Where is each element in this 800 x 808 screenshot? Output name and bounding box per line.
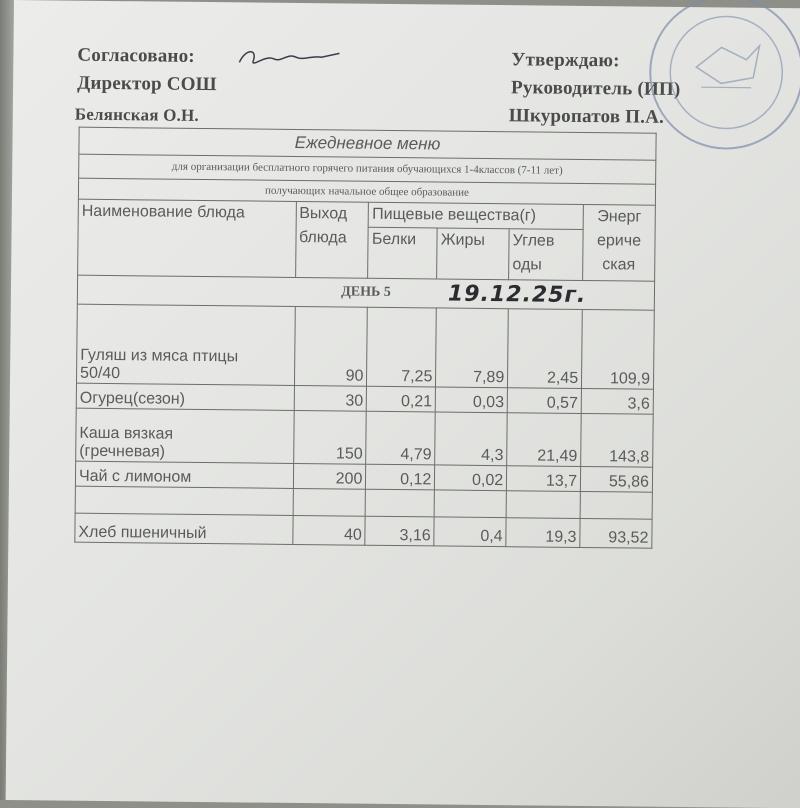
dish-energy: 55,86 — [580, 466, 652, 492]
dish-name-line1: Хлеб пшеничный — [78, 523, 207, 543]
dish-yield: 40 — [292, 515, 365, 545]
dish-carbs: 13,7 — [507, 466, 581, 492]
dish-energy: 93,52 — [580, 518, 652, 548]
dish-protein: 7,25 — [367, 307, 437, 387]
dish-name-line1: Чай с лимоном — [78, 467, 192, 486]
dish-energy: 3,6 — [581, 388, 653, 414]
dish-fat: 7,89 — [436, 308, 509, 388]
dish-carbs: 19,3 — [506, 518, 580, 548]
table-row — [76, 304, 654, 389]
dish-name — [76, 304, 294, 385]
col-carbs-header — [509, 229, 583, 281]
dish-name-line2: (гречневая) — [79, 442, 166, 461]
director-role: Директор СОШ — [77, 72, 217, 96]
col-name-header: Наименование блюда — [78, 199, 296, 277]
dish-yield: 30 — [294, 385, 367, 411]
col-protein-header: Белки — [368, 227, 437, 279]
dish-name — [76, 408, 294, 463]
agreed-label: Согласовано: — [77, 44, 195, 67]
col-fat-header: Жиры — [437, 228, 509, 280]
dish-protein: 4,79 — [366, 411, 435, 465]
organization-stamp — [640, 0, 800, 158]
dish-yield: 90 — [294, 306, 368, 386]
menu-subtitle: для организации бесплатного горячего питания обучающихся 1-4классов (7-11 лет) — [79, 154, 656, 184]
dish-energy: 109,9 — [582, 309, 655, 389]
table-row — [76, 408, 654, 467]
col-energy-line1: Энерг — [597, 208, 642, 226]
dish-protein: 0,12 — [366, 464, 435, 490]
handwritten-date: 19.12.25г. — [447, 281, 587, 309]
col-energy-header — [583, 204, 656, 281]
dish-fat: 0,4 — [434, 517, 506, 547]
dish-carbs: 2,45 — [508, 309, 583, 389]
day-row — [77, 275, 654, 310]
menu-title: Ежедневное меню — [79, 127, 656, 160]
col-energy-line3: ская — [602, 256, 636, 274]
day-cell — [77, 275, 654, 310]
col-energy-line2: ериче — [596, 232, 642, 250]
dish-fat: 0,03 — [436, 387, 508, 413]
dish-energy — [580, 491, 652, 519]
dish-name-line1: Гуляш из мяса птицы — [80, 346, 239, 366]
menu-table — [74, 127, 656, 549]
col-yield-line1: Выход — [299, 204, 348, 223]
dish-name-line1: Каша вязкая — [79, 424, 174, 443]
menu-subtitle2: получающих начальное общее образование — [78, 178, 655, 205]
dish-carbs: 21,49 — [507, 413, 581, 467]
paper-sheet — [6, 0, 800, 808]
dish-carbs: 0,57 — [507, 388, 581, 414]
dish-name — [75, 513, 293, 544]
table-row — [75, 513, 652, 548]
dish-fat: 4,3 — [435, 412, 507, 466]
director-name: Белянская О.Н. — [74, 104, 199, 125]
head-role: Руководитель (ИП) — [510, 77, 681, 100]
dish-fat: 0,02 — [435, 465, 507, 491]
head-name: Шкуропатов П.А. — [508, 105, 665, 128]
day-label: ДЕНЬ 5 — [341, 284, 391, 300]
approve-label: Утверждаю: — [511, 49, 620, 72]
dish-protein: 0,21 — [367, 386, 436, 412]
dish-yield — [293, 488, 366, 516]
col-yield-line2: блюда — [298, 228, 347, 247]
dish-yield: 200 — [293, 463, 366, 489]
dish-yield: 150 — [293, 410, 366, 464]
col-nutrients-header: Пищевые вещества(г) — [369, 202, 584, 229]
dish-energy: 143,8 — [581, 413, 653, 467]
dish-fat — [434, 490, 506, 518]
dish-name — [75, 486, 293, 515]
dish-carbs — [506, 491, 580, 519]
director-signature — [235, 44, 345, 71]
dish-protein — [366, 489, 435, 517]
col-carbs-line1: Углев — [512, 232, 555, 250]
dish-name-line2: 50/40 — [80, 364, 121, 383]
dish-name-line1: Огурец(сезон) — [79, 389, 186, 408]
dish-name — [75, 461, 293, 488]
column-header-row-1 — [78, 199, 655, 230]
col-carbs-line2: оды — [512, 256, 542, 274]
col-yield-header — [295, 201, 369, 278]
dish-name — [76, 383, 294, 410]
dish-protein: 3,16 — [365, 516, 434, 546]
